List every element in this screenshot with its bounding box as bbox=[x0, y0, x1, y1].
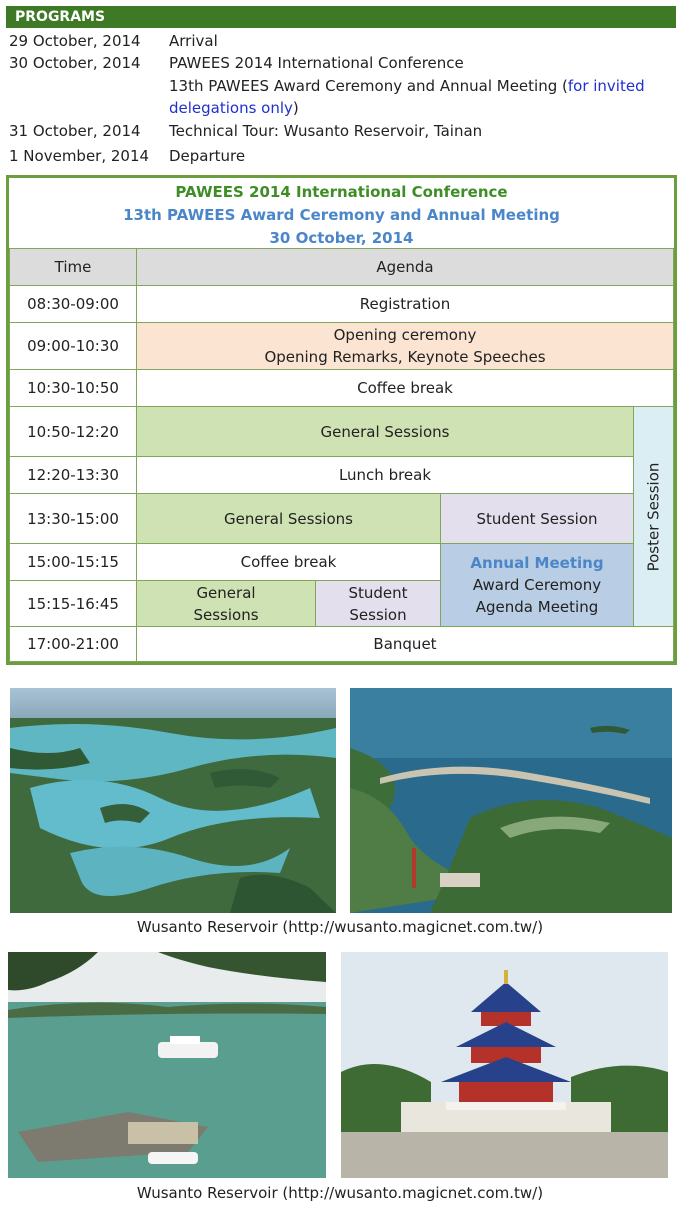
agenda-general-sessions: General Sessions bbox=[136, 406, 634, 457]
program-date: 31 October, 2014 bbox=[9, 122, 141, 140]
photo-caption: Wusanto Reservoir (http://wusanto.magicnet.com.tw/) bbox=[136, 1184, 544, 1202]
time-cell: 13:30-15:00 bbox=[9, 493, 137, 544]
poster-session-label: Poster Session bbox=[644, 462, 663, 571]
agenda-table bbox=[6, 175, 677, 665]
agenda-coffee-break: Coffee break bbox=[136, 543, 441, 581]
agenda-title-conference: PAWEES 2014 International Conference bbox=[175, 183, 508, 201]
general-line2: Sessions bbox=[193, 605, 259, 624]
program-event: Departure bbox=[169, 147, 246, 165]
agenda-title bbox=[9, 178, 674, 248]
time-cell: 17:00-21:00 bbox=[9, 626, 137, 662]
agenda-coffee-break: Coffee break bbox=[136, 369, 674, 407]
temple-photo bbox=[341, 952, 668, 1178]
time-cell: 08:30-09:00 bbox=[9, 285, 137, 323]
col-header-time: Time bbox=[9, 248, 137, 286]
agenda-registration: Registration bbox=[136, 285, 674, 323]
agenda-banquet: Banquet bbox=[136, 626, 674, 662]
reservoir-boats-photo bbox=[8, 952, 326, 1178]
opening-line1: Opening ceremony bbox=[333, 326, 477, 344]
agenda-lunch-break: Lunch break bbox=[136, 456, 634, 494]
reservoir-dam-photo bbox=[350, 688, 672, 913]
annual-meeting-line2: Agenda Meeting bbox=[475, 598, 599, 616]
time-cell: 12:20-13:30 bbox=[9, 456, 137, 494]
time-cell: 15:00-15:15 bbox=[9, 543, 137, 581]
time-cell: 10:30-10:50 bbox=[9, 369, 137, 407]
program-date: 29 October, 2014 bbox=[9, 32, 141, 50]
agenda-title-ceremony: 13th PAWEES Award Ceremony and Annual Meeting bbox=[123, 206, 560, 224]
time-cell: 09:00-10:30 bbox=[9, 322, 137, 370]
invited-note: delegations only bbox=[169, 99, 293, 117]
program-date: 30 October, 2014 bbox=[9, 54, 141, 72]
program-event: PAWEES 2014 International Conference bbox=[169, 54, 464, 72]
reservoir-aerial-photo bbox=[10, 688, 336, 913]
program-event: 13th PAWEES Award Ceremony and Annual Meeting (for invited bbox=[169, 77, 645, 95]
invited-note: for invited bbox=[567, 77, 645, 95]
photo-caption: Wusanto Reservoir (http://wusanto.magicnet.com.tw/) bbox=[136, 918, 544, 936]
agenda-opening bbox=[136, 322, 674, 370]
agenda-annual-meeting bbox=[440, 543, 634, 627]
agenda-general-sessions: General Sessions bbox=[136, 493, 441, 544]
agenda-general-sessions bbox=[136, 580, 316, 627]
program-event: Arrival bbox=[169, 32, 218, 50]
agenda-student-session: Student Session bbox=[440, 493, 634, 544]
agenda-poster-session bbox=[633, 406, 674, 627]
annual-meeting-title: Annual Meeting bbox=[470, 554, 604, 572]
time-cell: 10:50-12:20 bbox=[9, 406, 137, 457]
program-event: Technical Tour: Wusanto Reservoir, Tainan bbox=[169, 122, 483, 140]
student-line2: Session bbox=[349, 605, 407, 624]
col-header-agenda: Agenda bbox=[136, 248, 674, 286]
general-line1: General bbox=[196, 583, 256, 602]
agenda-title-date: 30 October, 2014 bbox=[269, 229, 414, 247]
annual-meeting-line1: Award Ceremony bbox=[472, 576, 602, 594]
program-event-continued: delegations only) bbox=[169, 99, 299, 117]
program-date: 1 November, 2014 bbox=[9, 147, 150, 165]
student-line1: Student bbox=[348, 583, 408, 602]
agenda-student-session bbox=[315, 580, 441, 627]
opening-line2: Opening Remarks, Keynote Speeches bbox=[264, 348, 546, 366]
programs-header: PROGRAMS bbox=[6, 6, 676, 28]
time-cell: 15:15-16:45 bbox=[9, 580, 137, 627]
